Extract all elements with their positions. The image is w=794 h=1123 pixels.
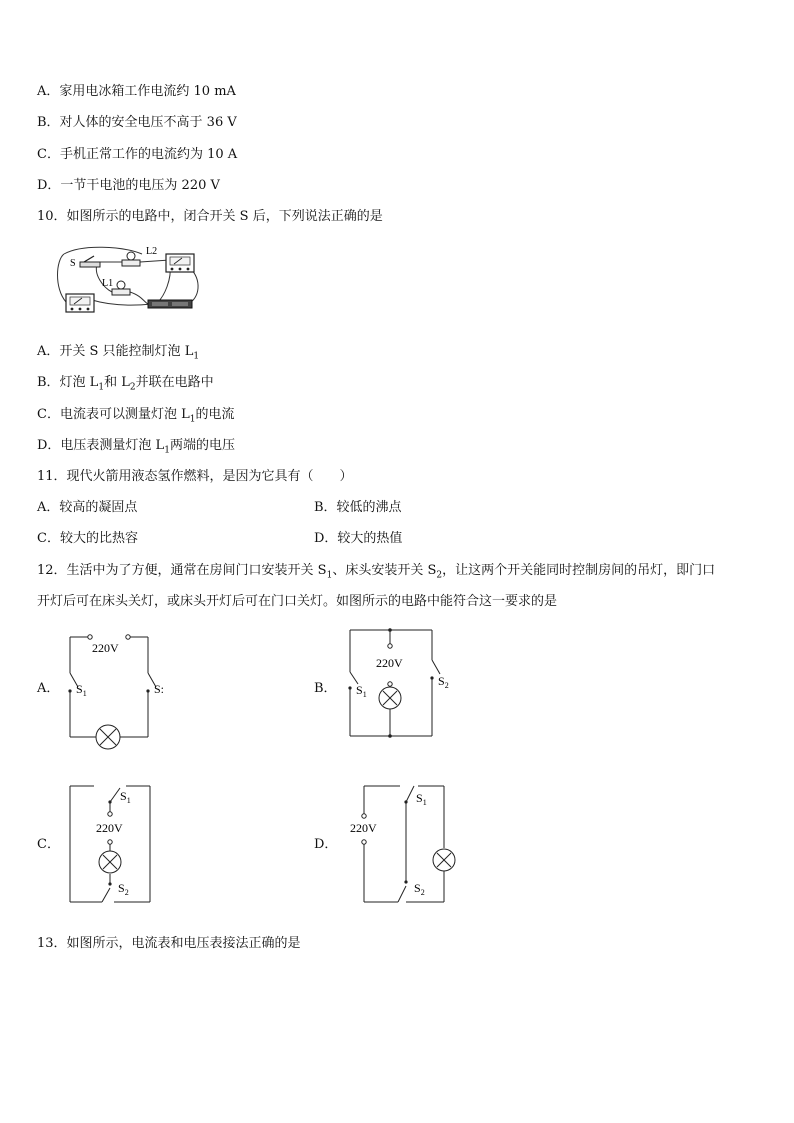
q12-stem-line1: 12．生活中为了方便，通常在房间门口安装开关 $S_1$、床头安装开关 $S_2$，让这两个开关能同时控制房间的吊灯，即门口 xyxy=(37,563,716,581)
q13-stem: 13．如图所示，电流表和电压表接法正确的是 xyxy=(37,936,301,951)
q12a-s2: S: xyxy=(154,682,165,696)
q12-label-d: D． xyxy=(314,837,338,852)
q12a-s1: $S_1$ xyxy=(76,682,87,698)
q10-switch-label: S xyxy=(70,258,76,269)
q12c-voltage: 220V xyxy=(96,821,123,835)
q12d-voltage: 220V xyxy=(350,821,377,835)
q12-circuit-c xyxy=(62,780,172,910)
q9-option-b: B．对人体的安全电压不高于 36 V xyxy=(37,115,237,130)
q9-option-c: C．手机正常工作的电流约为 10 A xyxy=(37,147,238,162)
q10-option-d: D．电压表测量灯泡 $L_1$两端的电压 xyxy=(37,438,235,456)
q9-option-a: A．家用电冰箱工作电流约 10 mA xyxy=(37,84,236,99)
q12-label-a: A． xyxy=(37,681,60,696)
q12b-s2: $S_2$ xyxy=(438,674,449,690)
q10-meter-top xyxy=(166,254,194,272)
q12-label-c: C． xyxy=(37,837,60,852)
q10-bulb-l1-label: L1 xyxy=(102,278,114,289)
q11-option-c: C．较大的比热容 xyxy=(37,531,138,546)
q10-battery xyxy=(148,300,192,308)
q11-option-b: B．较低的沸点 xyxy=(314,500,402,515)
q12b-voltage: 220V xyxy=(376,656,403,670)
q12b-s1: $S_1$ xyxy=(356,683,367,699)
q12d-s2: $S_2$ xyxy=(414,881,425,897)
q10-option-a: A．开关 S 只能控制灯泡 $L_1$ xyxy=(37,344,200,362)
q12a-voltage: 220V xyxy=(92,641,119,655)
q12-stem-line2: 开灯后可在床头关灯，或床头开灯后可在门口关灯。如图所示的电路中能符合这一要求的是 xyxy=(37,594,558,609)
q10-option-b: B．灯泡 $L_1$和 $L_2$并联在电路中 xyxy=(37,375,214,393)
q12c-s1: $S_1$ xyxy=(120,789,131,805)
q12d-s1: $S_1$ xyxy=(416,791,427,807)
q10-stem: 10．如图所示的电路中，闭合开关 S 后，下列说法正确的是 xyxy=(37,209,383,224)
q12-circuit-d xyxy=(340,780,470,910)
q10-circuit-figure xyxy=(52,240,222,320)
q12c-s2: $S_2$ xyxy=(118,881,129,897)
q11-option-d: D．较大的热值 xyxy=(314,531,403,546)
q11-stem: 11．现代火箭用液态氢作燃料，是因为它具有（ ） xyxy=(37,469,353,484)
q11-option-a: A．较高的凝固点 xyxy=(37,500,138,515)
q10-option-c: C．电流表可以测量灯泡 $L_1$的电流 xyxy=(37,407,235,425)
q10-meter-bottom xyxy=(66,294,94,312)
q9-option-d: D．一节干电池的电压为 220 V xyxy=(37,178,220,193)
q10-bulb-l2-label: L2 xyxy=(146,246,158,257)
q12-circuit-a xyxy=(60,625,170,750)
q12-circuit-b xyxy=(342,622,462,747)
q12-label-b: B． xyxy=(314,681,337,696)
